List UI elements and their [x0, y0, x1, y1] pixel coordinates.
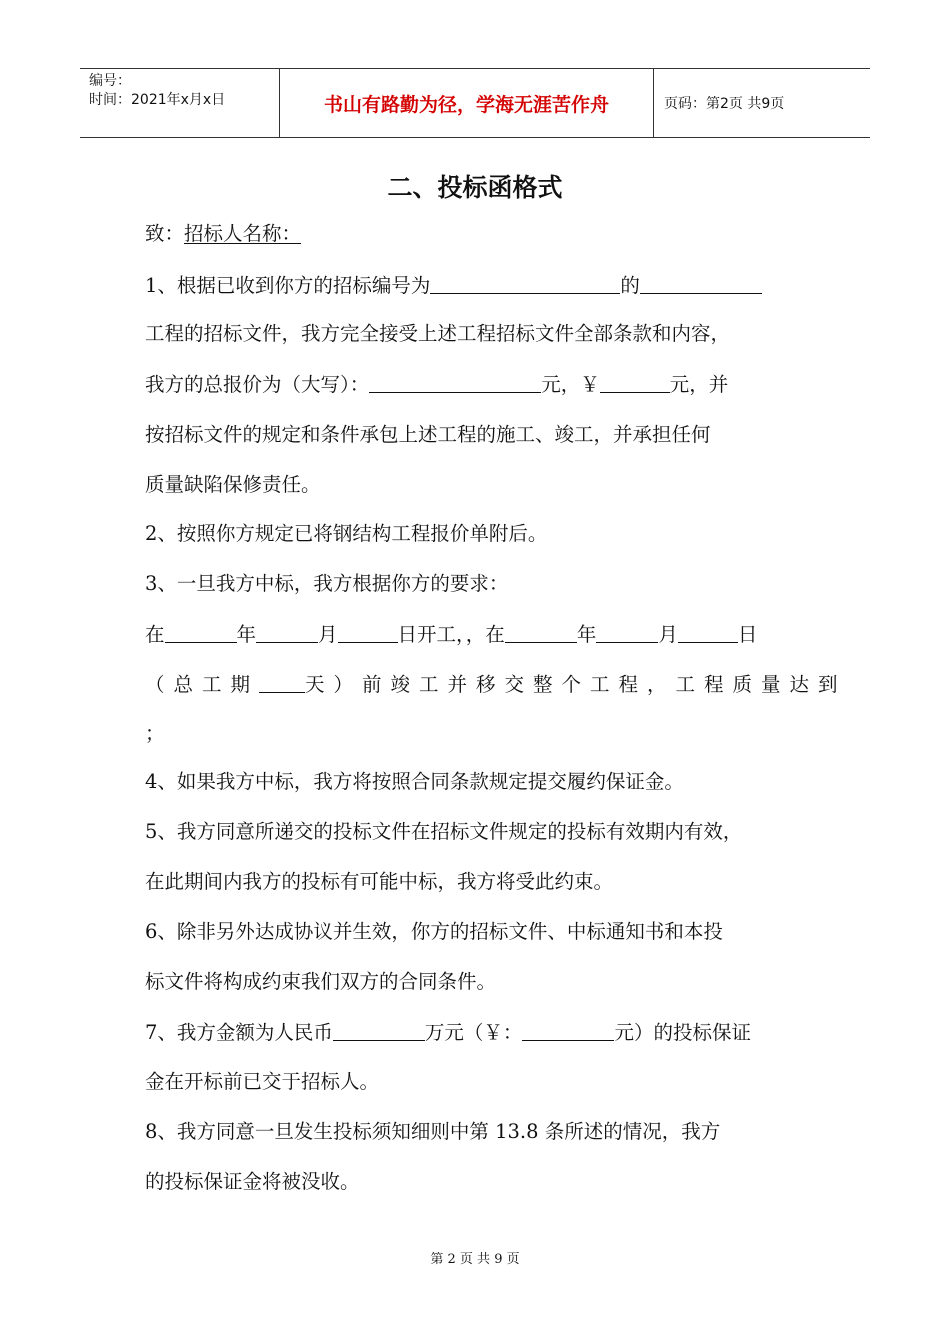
p1-l3-text-b: 元，￥	[541, 373, 600, 396]
p3-text-6: 日	[737, 623, 758, 646]
paragraph-8-line-1: 8、我方同意一旦发生投标须知细则中第 13.8 条所述的情况，我方	[145, 1120, 721, 1143]
addressee-name: 招标人名称：	[184, 222, 302, 245]
p1-l3-text-a: 我方的总报价为（大写）：	[145, 373, 370, 396]
p1-l3-text-c: 元，并	[669, 373, 729, 396]
bid-number-blank	[430, 273, 620, 294]
document-header	[80, 68, 870, 138]
paragraph-8-line-2: 的投标保证金将被没收。	[145, 1170, 360, 1193]
p1-text-b: 的	[620, 274, 640, 297]
number-label: 编号：	[89, 73, 131, 89]
paragraph-3-line-1: 3、一旦我方中标，我方根据你方的要求：	[145, 572, 509, 595]
paragraph-7-line-1	[145, 1020, 751, 1045]
paragraph-3-line-4: ；	[145, 722, 165, 745]
header-page-info: 页码：第2页 共9页	[664, 96, 785, 112]
header-meta	[80, 69, 280, 137]
p7-text-a: 7、我方金额为人民币	[145, 1021, 333, 1044]
p3-text-2: 月	[318, 623, 338, 646]
p3-text-3: 日开工，，在	[397, 623, 505, 646]
paragraph-1-line-2: 工程的招标文件，我方完全接受上述工程招标文件全部条款和内容，	[145, 322, 731, 345]
start-month-blank	[256, 622, 318, 643]
start-day-blank	[338, 622, 398, 643]
header-motto: 书山有路勤为径，学海无涯苦作舟	[280, 69, 654, 137]
p3-text-0: 在	[145, 623, 165, 646]
paragraph-1-line-5: 质量缺陷保修责任。	[145, 473, 321, 496]
end-month-blank	[596, 622, 658, 643]
paragraph-1-line-3	[145, 372, 728, 397]
paragraph-2: 2、按照你方规定已将钢结构工程报价单附后。	[145, 522, 548, 545]
p7-text-c: 元）的投标保证	[614, 1021, 751, 1044]
p3-text-5: 月	[658, 623, 678, 646]
paragraph-3-line-2	[145, 622, 757, 647]
paragraph-4: 4、如果我方中标，我方将按照合同条款规定提交履约保证金。	[145, 770, 684, 793]
guarantee-number-blank	[522, 1020, 614, 1041]
guarantee-amount-blank	[333, 1020, 425, 1041]
paragraph-3-line-3	[145, 672, 847, 697]
p3-text-4: 年	[576, 623, 597, 646]
paragraph-1-line-1	[145, 273, 762, 298]
p1-text-a: 1、根据已收到你方的招标编号为	[145, 274, 431, 297]
end-year-blank	[505, 622, 577, 643]
p3-l3-segment	[145, 672, 847, 697]
p3-l3-text-0: （总工期	[145, 673, 260, 696]
addressee-prefix: 致：	[145, 222, 185, 245]
start-year-blank	[165, 622, 237, 643]
p3-l3-text-1: 天）前竣工并移交整个工程，工程质量达到	[305, 673, 847, 696]
end-day-blank	[678, 622, 738, 643]
page-footer: 第 2 页 共 9 页	[430, 1252, 520, 1267]
total-price-number-blank	[600, 372, 670, 393]
p3-text-1: 年	[236, 623, 257, 646]
paragraph-6-line-1: 6、除非另外达成协议并生效，你方的招标文件、中标通知书和本投	[145, 920, 723, 943]
paragraph-5-line-1: 5、我方同意所递交的投标文件在招标文件规定的投标有效期内有效，	[145, 820, 743, 843]
page-title: 二、投标函格式	[387, 173, 563, 202]
paragraph-5-line-2: 在此期间内我方的投标有可能中标，我方将受此约束。	[145, 870, 614, 893]
paragraph-6-line-2: 标文件将构成约束我们双方的合同条件。	[145, 970, 497, 993]
project-name-blank	[640, 273, 762, 294]
addressee-line	[145, 222, 301, 246]
p7-text-b: 万元（￥：	[424, 1021, 523, 1044]
paragraph-1-line-4: 按招标文件的规定和条件承包上述工程的施工、竣工，并承担任何	[145, 423, 711, 446]
duration-days-blank	[259, 672, 305, 693]
date-label: 时间：2021年x月x日	[89, 92, 226, 108]
paragraph-7-line-2: 金在开标前已交于招标人。	[145, 1070, 380, 1093]
total-price-words-blank	[369, 372, 541, 393]
